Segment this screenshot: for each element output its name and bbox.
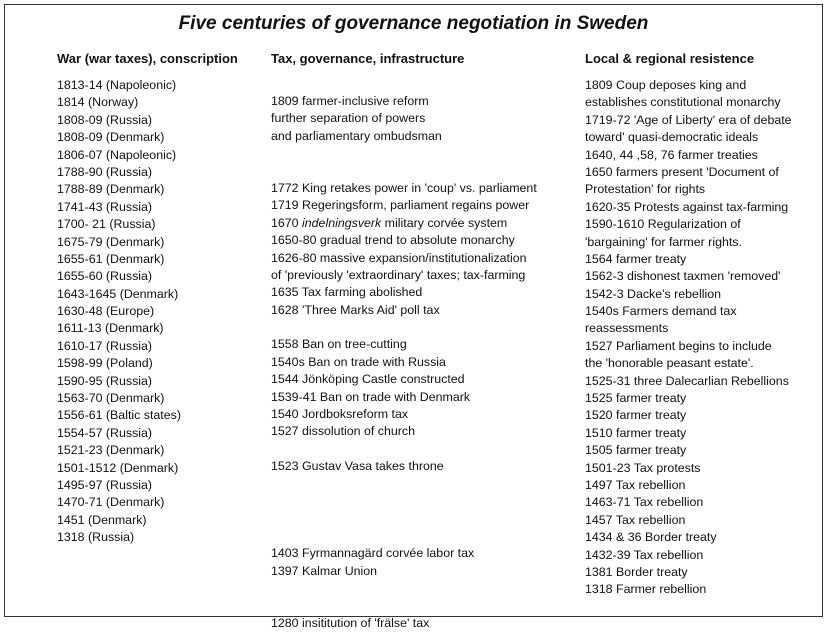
spacer [271,580,537,615]
war-item: 1495-97 (Russia) [57,477,153,492]
local-item: toward' quasi-democratic ideals [585,130,759,145]
tax-item [271,215,537,232]
tax-item: of 'previously 'extraordinary' taxes; tax-farming [271,267,526,282]
local-item: reassessments [585,321,669,336]
war-item: 1788-90 (Russia) [57,164,153,179]
tax-item: 1540 Jordboksreform tax [271,407,409,422]
local-item: 1457 Tax rebellion [585,512,686,527]
header-tax: Tax, governance, infrastructure [271,51,465,66]
local-item: 1434 & 36 Border treaty [585,530,717,545]
war-item: 1318 (Russia) [57,530,135,545]
tax-item: 1650-80 gradual trend to absolute monarchy [271,233,515,248]
war-item: 1813-14 (Napoleonic) [57,78,177,92]
tax-item: further separation of powers [271,111,426,126]
local-item: 1381 Border treaty [585,564,688,579]
tax-item: 1539-41 Ban on trade with Denmark [271,389,471,404]
local-item: 1719-72 'Age of Liberty' era of debate [585,112,792,127]
tax-item: 1527 dissolution of church [271,424,415,439]
local-item: 1562-3 dishonest taxmen 'removed' [585,269,781,284]
local-item: 1501-23 Tax protests [585,460,701,475]
local-item: 1318 Farmer rebellion [585,582,707,597]
war-item: 1556-61 (Baltic states) [57,408,181,423]
local-item: the 'honorable peasant estate'. [585,356,754,371]
tax-item: 1772 King retakes power in 'coup' vs. parliament [271,180,537,195]
war-item: 1610-17 (Russia) [57,338,153,353]
header-war: War (war taxes), conscription [57,51,238,66]
war-item: 1598-99 (Poland) [57,356,153,371]
war-item: 1554-57 (Russia) [57,425,153,440]
spacer [271,528,537,545]
local-item: 1463-71 Tax rebellion [585,495,704,510]
war-item: 1611-13 (Denmark) [57,321,164,336]
tax-item-rest: military corvée system [381,215,508,230]
local-column [585,77,792,599]
war-item: 1741-43 (Russia) [57,199,153,214]
war-item: 1451 (Denmark) [57,512,147,527]
tax-item: 1544 Jönköping Castle constructed [271,372,465,387]
war-item: 1563-70 (Denmark) [57,391,165,406]
tax-item: 1403 Fyrmannagärd corvée labor tax [271,546,475,561]
local-item: 1542-3 Dacke's rebellion [585,286,721,301]
spacer [271,441,537,458]
war-column [57,77,181,547]
tax-item: 1626-80 massive expansion/institutionalization [271,250,527,265]
local-item: 1809 Coup deposes king and [585,78,747,92]
local-item: 'bargaining' for farmer rights. [585,234,742,249]
local-item: 1432-39 Tax rebellion [585,547,704,562]
local-item: 1505 farmer treaty [585,443,687,458]
war-item: 1655-61 (Denmark) [57,251,165,266]
war-item: 1655-60 (Russia) [57,269,153,284]
local-item: 1520 farmer treaty [585,408,687,423]
war-item: 1501-1512 (Denmark) [57,460,179,475]
war-item: 1806-07 (Napoleonic) [57,147,177,162]
local-item: Protestation' for rights [585,182,706,197]
war-item: 1630-48 (Europe) [57,304,155,319]
local-item: 1540s Farmers demand tax [585,304,737,319]
tax-item: 1635 Tax farming abolished [271,285,423,300]
war-item: 1521-23 (Denmark) [57,443,165,458]
war-item: 1643-1645 (Denmark) [57,286,179,301]
tax-item-term: indelningsverk [302,215,382,230]
local-item: 1525-31 three Dalecarlian Rebellions [585,373,789,388]
tax-column [271,93,537,632]
local-item: 1497 Tax rebellion [585,477,686,492]
tax-item: 1628 'Three Marks Aid' poll tax [271,302,440,317]
war-item: 1814 (Norway) [57,95,139,110]
tax-item: 1719 Regeringsform, parliament regains power [271,198,530,213]
local-item: 1527 Parliament begins to include [585,338,772,353]
war-item: 1700- 21 (Russia) [57,217,156,232]
war-item: 1470-71 (Denmark) [57,495,165,510]
tax-item: and parliamentary ombudsman [271,128,442,143]
tax-item: 1558 Ban on tree-cutting [271,337,407,352]
spacer [271,319,537,336]
tax-item: 1523 Gustav Vasa takes throne [271,459,444,474]
war-item: 1788-89 (Denmark) [57,182,165,197]
war-item: 1808-09 (Denmark) [57,130,165,145]
page-title: Five centuries of governance negotiation in Sweden [178,13,649,34]
tax-item: 1809 farmer-inclusive reform [271,94,429,108]
local-item: 1525 farmer treaty [585,391,687,406]
local-item: 1650 farmers present 'Document of [585,164,779,179]
tax-item: 1397 Kalmar Union [271,563,378,578]
tax-item-year: 1670 [271,215,303,230]
spacer [271,145,537,180]
local-item: 1564 farmer treaty [585,251,687,266]
local-item: establishes constitutional monarchy [585,95,781,110]
header-local: Local & regional resistence [585,51,755,66]
local-item: 1640, 44 ,58, 76 farmer treaties [585,147,758,162]
local-item: 1510 farmer treaty [585,425,687,440]
spacer [271,476,537,528]
war-item: 1808-09 (Russia) [57,112,153,127]
tax-item: 1280 insititution of 'frälse' tax [271,615,430,630]
local-item: 1620-35 Protests against tax-farming [585,199,789,214]
tax-item: 1540s Ban on trade with Russia [271,354,446,369]
local-item: 1590-1610 Regularization of [585,217,741,232]
figure-frame [4,4,823,630]
war-item: 1675-79 (Denmark) [57,234,165,249]
war-item: 1590-95 (Russia) [57,373,153,388]
